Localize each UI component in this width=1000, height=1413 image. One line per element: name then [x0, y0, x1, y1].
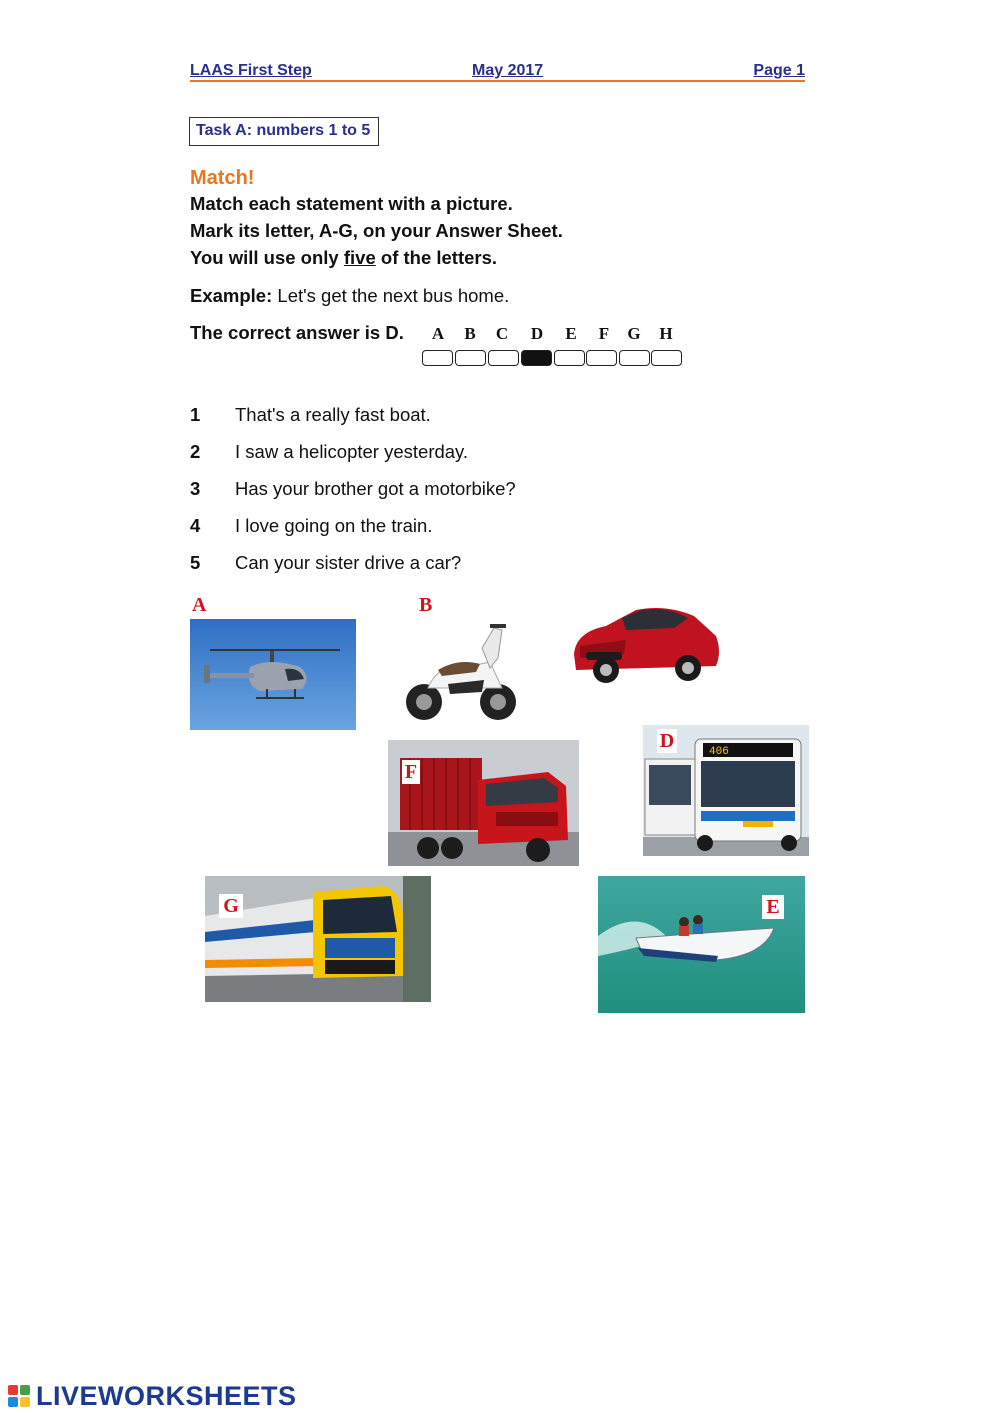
- question-number: 2: [190, 441, 201, 462]
- question-text: I saw a helicopter yesterday.: [235, 441, 469, 462]
- answer-bubbles: [422, 350, 686, 366]
- question-text: Has your brother got a motorbike?: [235, 478, 516, 499]
- answer-bubble-f[interactable]: [586, 350, 617, 366]
- example-text: Let's get the next bus home.: [272, 285, 510, 306]
- question-text: That's a really fast boat.: [235, 404, 431, 425]
- question-number: 1: [190, 404, 201, 425]
- answer-bubble-e[interactable]: [554, 350, 585, 366]
- page-header: [190, 60, 805, 82]
- question-text: I love going on the train.: [235, 515, 433, 536]
- picture-letter-a: A: [192, 594, 207, 616]
- header-title: LAAS First Step: [190, 62, 312, 79]
- instruction-line-2: Mark its letter, A-G, on your Answer Sheet.: [190, 220, 563, 241]
- instruction-line-1: Match each statement with a picture.: [190, 193, 513, 214]
- helicopter-photo: [190, 619, 356, 730]
- car-photo: [566, 596, 724, 692]
- picture-letter-b: B: [419, 594, 433, 616]
- instruction-emphasis: five: [343, 247, 376, 268]
- instruction-line-3-end: of the letters.: [375, 247, 498, 268]
- answer-letter-a: A: [431, 324, 445, 343]
- task-label: Task A: numbers 1 to 5: [189, 117, 379, 146]
- answer-bubble-c[interactable]: [488, 350, 519, 366]
- question-text: Can your sister drive a car?: [235, 552, 462, 573]
- answer-letter-c: C: [495, 324, 509, 343]
- answer-letter-b: B: [464, 324, 476, 343]
- logo-blocks-icon: [8, 1385, 32, 1407]
- instruction-line-3: [190, 247, 497, 269]
- example-statement: [190, 285, 509, 307]
- picture-letter-e: E: [762, 895, 784, 919]
- answer-letter-g: G: [627, 324, 641, 343]
- picture-letter-f: F: [402, 760, 420, 784]
- header-date: May 2017: [472, 62, 544, 79]
- question-number: 3: [190, 478, 201, 499]
- section-heading: Match!: [190, 167, 255, 189]
- answer-letter-h: H: [659, 324, 673, 343]
- answer-bubble-b[interactable]: [455, 350, 486, 366]
- answer-letter-e: E: [565, 324, 577, 343]
- bus-route-sign: 406: [709, 746, 729, 758]
- answer-letter-d: D: [530, 324, 544, 343]
- answer-letters: [422, 324, 686, 344]
- answer-bubble-g[interactable]: [619, 350, 650, 366]
- question-number: 4: [190, 515, 201, 536]
- example-label: Example:: [190, 285, 273, 306]
- question-number: 5: [190, 552, 201, 573]
- answer-bubble-h[interactable]: [651, 350, 682, 366]
- truck-photo: [388, 740, 579, 866]
- answer-letter-f: F: [598, 324, 610, 343]
- motorbike-photo: [398, 618, 523, 724]
- answer-bubble-d[interactable]: [521, 350, 552, 366]
- header-page-number: Page 1: [753, 62, 805, 79]
- picture-letter-d: D: [657, 729, 677, 753]
- logo-text: LIVEWORKSHEETS: [36, 1381, 297, 1411]
- correct-answer-text: The correct answer is D.: [190, 322, 404, 343]
- picture-letter-g: G: [219, 894, 243, 918]
- answer-bubble-a[interactable]: [422, 350, 453, 366]
- instruction-line-3-start: You will use only: [190, 247, 344, 268]
